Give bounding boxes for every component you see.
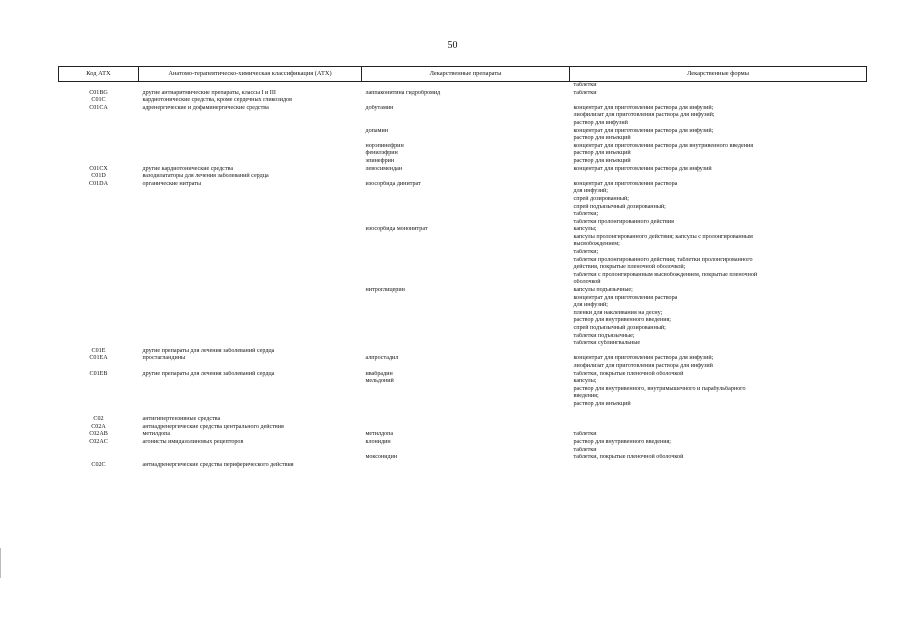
cell-form: для инфузий; [573, 302, 608, 309]
cell-drug [362, 447, 570, 455]
cell-code: C01E [91, 347, 106, 354]
table-row [59, 295, 867, 303]
cell-form [570, 462, 867, 470]
table-row [59, 340, 867, 348]
cell-classification [139, 257, 362, 265]
cell-drug [362, 279, 570, 287]
table-row [59, 173, 867, 181]
table-row [59, 386, 867, 394]
table-row [59, 279, 867, 287]
cell-code [59, 226, 139, 234]
cell-code [59, 409, 139, 417]
cell-drug [362, 409, 570, 417]
table-row [59, 257, 867, 265]
cell-drug [362, 173, 570, 181]
cell-form: раствор для внутривенного введения; [573, 317, 671, 324]
cell-form: таблетки, покрытые пленочной оболочкой [573, 454, 684, 461]
table-row [59, 97, 867, 105]
cell-code [59, 196, 139, 204]
cell-form: капсулы подъязычные; [573, 287, 633, 294]
cell-form: пленки для наклеивания на десну; [573, 309, 663, 316]
table-row [59, 378, 867, 386]
cell-drug [362, 393, 570, 401]
cell-classification [139, 317, 362, 325]
cell-code [59, 150, 139, 158]
cell-classification: вазодилататоры для лечения заболеваний сердца [142, 173, 269, 180]
cell-classification: антиадренергические средства центрального действия [142, 423, 284, 430]
cell-code: C02 [93, 416, 104, 423]
table-row [59, 135, 867, 143]
cell-drug [362, 135, 570, 143]
cell-form: спрей подъязычный дозированный; [573, 203, 666, 210]
cell-code [59, 393, 139, 401]
cell-form: таблетки [573, 431, 597, 438]
page-number: 50 [447, 40, 458, 51]
cell-code [59, 188, 139, 196]
table-row [59, 310, 867, 318]
cell-form: таблетки [573, 446, 597, 453]
cell-code: C01DA [89, 180, 108, 187]
table-row [59, 302, 867, 310]
table-row [59, 241, 867, 249]
cell-form: лиофилизат для приготовления раствора для инфузий; [573, 112, 715, 119]
cell-drug: изосорбида динитрат [365, 180, 421, 187]
cell-classification [139, 363, 362, 371]
cell-drug [362, 112, 570, 120]
cell-classification: антиадренергические средства периферического действия [142, 461, 294, 468]
cell-drug: допамин [365, 127, 388, 134]
table-row [59, 234, 867, 242]
cell-form: капсулы пролонгированного действия; капсулы с пролонгированным [573, 233, 753, 240]
cell-drug [362, 401, 570, 409]
cell-classification [139, 386, 362, 394]
cell-form: концентрат для приготовления раствора [573, 294, 678, 301]
cell-drug [362, 196, 570, 204]
cell-classification: метилдопа [142, 431, 171, 438]
cell-classification: адренергические и дофаминергические средства [142, 104, 269, 111]
scan-edge-mark [0, 548, 1, 578]
cell-drug [362, 416, 570, 424]
table-row [59, 393, 867, 401]
cell-form: таблетки; [573, 211, 599, 218]
cell-drug [362, 120, 570, 128]
cell-form: высвобождением; [573, 241, 620, 248]
cell-classification: антигипертензивные средства [142, 416, 221, 423]
cell-code: C01EA [89, 355, 108, 362]
cell-drug [362, 82, 570, 90]
cell-code [59, 287, 139, 295]
cell-classification [139, 241, 362, 249]
cell-classification [139, 150, 362, 158]
cell-drug [362, 317, 570, 325]
cell-drug: добутамин [365, 104, 394, 111]
header-forms: Лекарственные формы [570, 67, 867, 82]
cell-code [59, 143, 139, 151]
cell-code [59, 128, 139, 136]
cell-form [570, 424, 867, 432]
cell-code [59, 241, 139, 249]
cell-code [59, 302, 139, 310]
cell-classification: другие антиаритмические препараты, классы I и III [142, 89, 276, 96]
cell-drug: ивабрадин [365, 370, 393, 377]
cell-drug [362, 241, 570, 249]
cell-code [59, 257, 139, 265]
cell-code [59, 310, 139, 318]
cell-form [570, 416, 867, 424]
cell-code [59, 211, 139, 219]
table-row [59, 112, 867, 120]
cell-drug [362, 272, 570, 280]
cell-code [59, 363, 139, 371]
table-row [59, 355, 867, 363]
table-row [59, 166, 867, 174]
cell-drug: левосимендан [365, 165, 403, 172]
table-row [59, 82, 867, 90]
cell-drug: мельдоний [365, 378, 394, 385]
cell-drug [362, 462, 570, 470]
cell-code [59, 340, 139, 348]
cell-drug [362, 302, 570, 310]
cell-classification: другие кардиотонические средства [142, 165, 234, 172]
cell-code: C01D [91, 173, 106, 180]
cell-drug: норэпинефрин [365, 142, 404, 149]
cell-classification [139, 128, 362, 136]
table-row [59, 348, 867, 356]
cell-classification [139, 249, 362, 257]
cell-drug [362, 264, 570, 272]
table-row [59, 447, 867, 455]
cell-classification [139, 188, 362, 196]
cell-drug [362, 310, 570, 318]
table-row [59, 371, 867, 379]
cell-classification [139, 287, 362, 295]
cell-form: таблетки подъязычные; [573, 332, 635, 339]
cell-code [59, 264, 139, 272]
cell-form: таблетки, покрытые пленочной оболочкой [573, 370, 684, 377]
cell-classification [139, 325, 362, 333]
cell-form: спрей дозированный; [573, 195, 629, 202]
cell-drug: метилдопа [365, 431, 394, 438]
cell-drug [362, 257, 570, 265]
cell-form: раствор для инфузий [573, 119, 628, 126]
header-drugs: Лекарственные препараты [362, 67, 570, 82]
cell-code [59, 234, 139, 242]
cell-form: капсулы; [573, 226, 597, 233]
cell-form: раствор для инъекций [573, 157, 631, 164]
table-row [59, 272, 867, 280]
cell-drug [362, 204, 570, 212]
cell-drug: лаппаконитина гидробромид [365, 89, 441, 96]
cell-classification [139, 264, 362, 272]
cell-code [59, 158, 139, 166]
cell-form: введения; [573, 393, 599, 400]
table-row [59, 409, 867, 417]
table-row [59, 325, 867, 333]
cell-drug: эпинефрин [365, 157, 395, 164]
cell-form: концентрат для приготовления раствора для инфузий; [573, 355, 714, 362]
table-row [59, 204, 867, 212]
cell-drug: моксонидин [365, 454, 398, 461]
cell-code [59, 219, 139, 227]
header-classification: Анатомо-терапевтическо-химическая классификация (АТХ) [139, 67, 362, 82]
cell-form: концентрат для приготовления раствора [573, 180, 678, 187]
table-row [59, 249, 867, 257]
cell-code [59, 378, 139, 386]
cell-classification [139, 401, 362, 409]
cell-classification [139, 447, 362, 455]
cell-drug [362, 97, 570, 105]
cell-form: концентрат для приготовления раствора для инфузий; [573, 104, 714, 111]
cell-form: раствор для инъекций [573, 400, 631, 407]
cell-form: действия, покрытые пленочной оболочкой; [573, 264, 686, 271]
cell-drug [362, 249, 570, 257]
cell-form: лиофилизат для приготовления раствора для инфузий [573, 362, 713, 369]
cell-classification: агонисты имидазолиновых рецепторов [142, 438, 244, 445]
table-row [59, 105, 867, 113]
cell-classification [139, 393, 362, 401]
cell-code: C02AC [89, 438, 108, 445]
table-row [59, 196, 867, 204]
cell-form: концентрат для приготовления раствора для инфузий [573, 165, 712, 172]
table-row [59, 128, 867, 136]
cell-code [59, 401, 139, 409]
cell-classification [139, 82, 362, 90]
cell-classification [139, 310, 362, 318]
cell-classification [139, 204, 362, 212]
cell-form: оболочкой [573, 279, 601, 286]
table-row [59, 401, 867, 409]
cell-code [59, 386, 139, 394]
header-code: Код АТХ [59, 67, 139, 82]
table-row [59, 333, 867, 341]
cell-code: C01C [91, 97, 106, 104]
table-row [59, 439, 867, 447]
cell-code: C02C [91, 461, 106, 468]
table-row [59, 287, 867, 295]
cell-drug [362, 234, 570, 242]
cell-code [59, 249, 139, 257]
table-row [59, 226, 867, 234]
cell-drug [362, 211, 570, 219]
cell-drug [362, 386, 570, 394]
cell-classification [139, 295, 362, 303]
cell-classification [139, 158, 362, 166]
table-row [59, 143, 867, 151]
table-row [59, 424, 867, 432]
cell-classification [139, 302, 362, 310]
cell-code [59, 333, 139, 341]
cell-classification: кардиотонические средства, кроме сердечных гликозидов [142, 97, 292, 104]
cell-classification [139, 219, 362, 227]
cell-code [59, 317, 139, 325]
table-row [59, 188, 867, 196]
cell-classification [139, 226, 362, 234]
atc-table [58, 66, 867, 469]
cell-drug [362, 295, 570, 303]
cell-form: раствор для внутривенного введения; [573, 438, 671, 445]
table-row [59, 317, 867, 325]
cell-drug [362, 188, 570, 196]
table-row [59, 416, 867, 424]
table-row [59, 219, 867, 227]
cell-form: таблетки [573, 82, 597, 88]
table-row [59, 264, 867, 272]
cell-classification [139, 211, 362, 219]
cell-code: C01BG [89, 89, 108, 96]
cell-form [570, 173, 867, 181]
table-row [59, 120, 867, 128]
cell-form: раствор для инъекций [573, 150, 631, 157]
cell-form: для инфузий; [573, 188, 608, 195]
cell-drug [362, 424, 570, 432]
cell-classification [139, 340, 362, 348]
cell-classification: простагландины [142, 355, 186, 362]
cell-form: раствор для внутривенного, внутримышечного и парабульбарного [573, 385, 746, 392]
cell-classification [139, 143, 362, 151]
cell-classification [139, 272, 362, 280]
cell-form: таблетки; [573, 249, 599, 256]
cell-code: C02AB [89, 431, 108, 438]
cell-drug [362, 363, 570, 371]
cell-form: спрей подъязычный дозированный; [573, 325, 666, 331]
cell-form [570, 97, 867, 105]
cell-drug [362, 325, 570, 333]
cell-form: таблетки [573, 89, 597, 96]
cell-code: C01CA [89, 104, 108, 111]
cell-drug: нитроглицерин [365, 287, 405, 294]
cell-code [59, 295, 139, 303]
cell-classification [139, 120, 362, 128]
cell-form: концентрат для приготовления раствора для инфузий; [573, 127, 714, 134]
cell-classification [139, 234, 362, 242]
table-header-row [59, 67, 867, 82]
cell-drug [362, 333, 570, 341]
table-row [59, 90, 867, 98]
cell-form: таблетки пролонгированного действия; таблетки пролонгированного [573, 256, 753, 263]
cell-code [59, 135, 139, 143]
cell-code: C01CX [89, 165, 108, 172]
table-row [59, 431, 867, 439]
cell-code [59, 272, 139, 280]
cell-classification: другие препараты для лечения заболеваний сердца [142, 347, 275, 354]
cell-code [59, 454, 139, 462]
cell-classification [139, 112, 362, 120]
cell-code: C02A [91, 423, 106, 430]
cell-drug: клонидин [365, 438, 391, 445]
cell-drug: алпростадил [365, 355, 399, 362]
table-row [59, 454, 867, 462]
cell-classification [139, 135, 362, 143]
table-row [59, 181, 867, 189]
cell-classification [139, 196, 362, 204]
cell-drug [362, 348, 570, 356]
cell-classification [139, 454, 362, 462]
table-body [59, 82, 867, 470]
cell-code [59, 447, 139, 455]
cell-code [59, 204, 139, 212]
cell-code [59, 279, 139, 287]
cell-classification [139, 378, 362, 386]
cell-classification [139, 409, 362, 417]
cell-drug [362, 340, 570, 348]
cell-form: таблетки сублингвальные [573, 340, 641, 347]
cell-drug: изосорбида мононитрат [365, 226, 428, 233]
cell-drug: фенилэфрин [365, 150, 398, 157]
cell-form [570, 348, 867, 356]
cell-classification: органические нитраты [142, 180, 202, 187]
cell-classification [139, 279, 362, 287]
table-row [59, 462, 867, 470]
cell-form: раствор для инъекций [573, 135, 631, 142]
table-row [59, 158, 867, 166]
cell-form: таблетки с пролонгированным высвобождением, покрытые пленочной [573, 271, 758, 278]
cell-code: C01EB [89, 370, 108, 377]
cell-classification: другие препараты для лечения заболеваний сердца [142, 370, 275, 377]
table-row [59, 211, 867, 219]
cell-code [59, 82, 139, 90]
cell-code [59, 120, 139, 128]
cell-form [570, 409, 867, 417]
cell-form: концентрат для приготовления раствора для внутривенного введения [573, 142, 754, 149]
cell-classification [139, 333, 362, 341]
cell-code [59, 325, 139, 333]
cell-form: таблетки пролонгированного действия [573, 218, 674, 225]
table-row [59, 150, 867, 158]
table-row [59, 363, 867, 371]
cell-drug [362, 219, 570, 227]
cell-form: капсулы; [573, 378, 597, 385]
cell-code [59, 112, 139, 120]
